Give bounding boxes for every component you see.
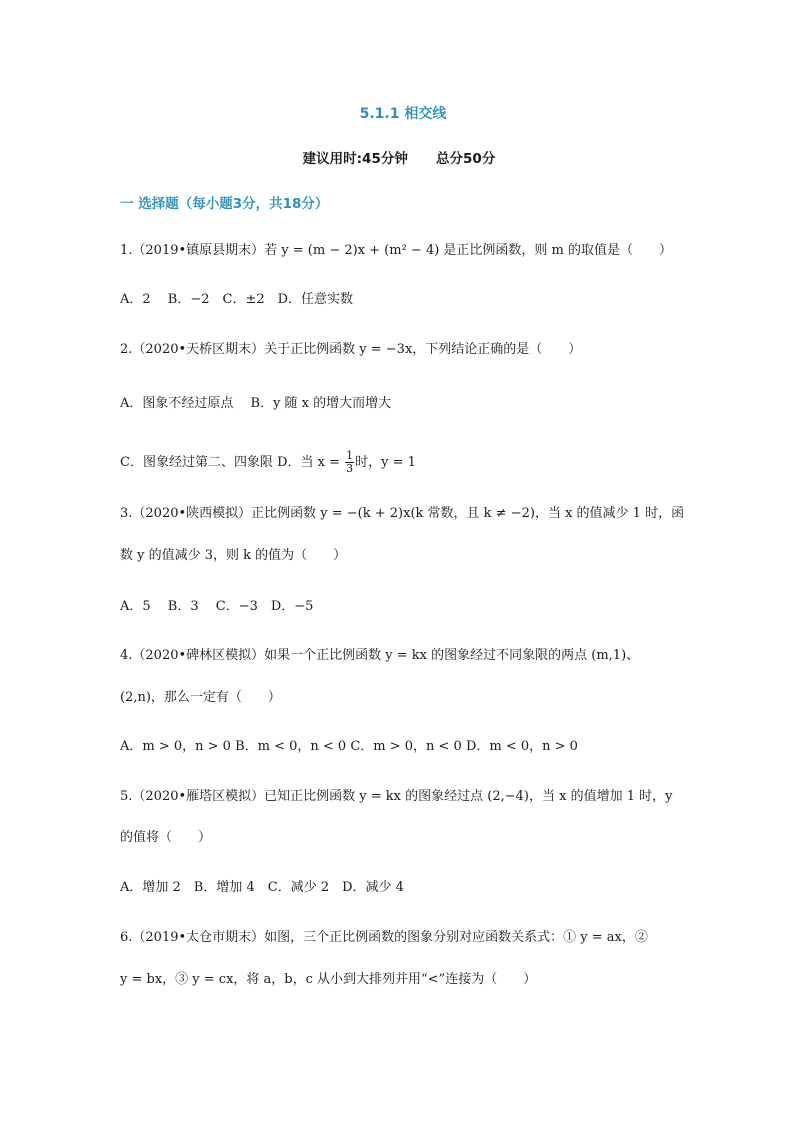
time-and-score: 建议用时:45分钟 总分50分: [302, 151, 496, 167]
fraction-one-third: [345, 450, 354, 475]
question-4-line-1: 4.（2020•碑林区模拟）如果一个正比例函数 y = kx 的图象经过不同象限的两点 (m,1)、: [120, 648, 640, 663]
question-1-options: A．2 B．−2 C．±2 D．任意实数: [120, 292, 354, 307]
question-5-line-2: 的值将（ ）: [120, 830, 212, 845]
page-title: 5.1.1 相交线: [359, 106, 447, 122]
fraction-denominator: 3: [346, 462, 354, 475]
question-3-line-2: 数 y 的值减少 3，则 k 的值为（ ）: [120, 548, 347, 563]
question-3-options: A．5 B．3 C．−3 D．−5: [120, 599, 314, 614]
question-4-options: A．m > 0，n > 0 B．m < 0，n < 0 C．m > 0，n < 0 D．m < 0，n > 0: [120, 739, 578, 754]
section-heading: 一 选择题（每小题3分，共18分）: [120, 196, 329, 212]
question-2-options-ab: A．图象不经过原点 B．y 随 x 的增大而增大: [120, 396, 392, 411]
question-4-line-2: (2,n)，那么一定有（ ）: [120, 690, 281, 705]
question-2-option-c-text: C．图象经过第二、四象限 D．当 x =: [120, 455, 345, 470]
question-1: 1.（2019•镇原县期末）若 y = (m − 2)x + (m² − 4) 是正比例函数，则 m 的取值是（ ）: [120, 243, 673, 258]
question-5-line-1: 5.（2020•雁塔区模拟）已知正比例函数 y = kx 的图象经过点 (2,−4)，当 x 的值增加 1 时，y: [120, 789, 673, 804]
question-5-options: A．增加 2 B．增加 4 C．减少 2 D．减少 4: [120, 880, 404, 895]
question-6-line-2: y = bx，③ y = cx，将 a，b，c 从小到大排列并用“<”连接为（ ）: [120, 972, 537, 987]
question-6-line-1: 6.（2019•太仓市期末）如图，三个正比例函数的图象分别对应函数关系式：① y = ax，②: [120, 930, 648, 945]
question-2-options-cd: [120, 450, 416, 475]
fraction-numerator: 1: [346, 449, 354, 462]
question-3-line-1: 3.（2020•陕西模拟）正比例函数 y = −(k + 2)x(k 常数，且 k ≠ −2)，当 x 的值减少 1 时，函: [120, 506, 685, 521]
question-2-option-d-tail: 时，y = 1: [355, 455, 416, 470]
question-2: 2.（2020•天桥区期末）关于正比例函数 y = −3x，下列结论正确的是（ ）: [120, 342, 582, 357]
